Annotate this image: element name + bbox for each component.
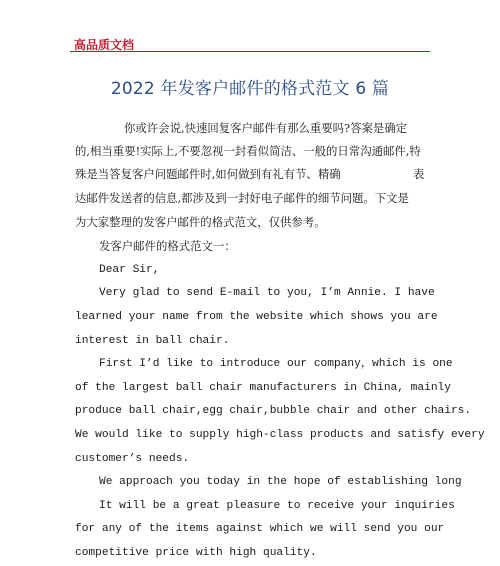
body-line: We approach you today in the hope of establishing long [99,476,462,488]
body-line: 为大家整理的发客户邮件的格式范文，仅供参考。 [75,215,326,229]
body-line: 殊是当答复客户问题邮件时,如何做到有礼有节、精确 [75,167,341,181]
body-line: We would like to supply high-class products and satisfy every [75,429,485,441]
body-line: 表 [413,167,425,181]
header-label: 高品质文档 [74,38,135,52]
body-line: 你或许会说,快速回复客户邮件有那么重要吗?答案是确定 [124,121,408,135]
page-title: 2022 年发客户邮件的格式范文 6 篇 [110,79,390,99]
body-line: 发客户邮件的格式范文一： [99,239,236,253]
body-line: 达邮件发送者的信息,都涉及到一封好电子邮件的细节问题。下文是 [75,191,409,205]
body-line: First I’d like to introduce our company，which is one [99,358,453,370]
body-line: for any of the items against which we will send you our [75,523,445,535]
body-line: learned your name from the website which shows you are [75,311,438,323]
body-line: interest in ball chair. [75,335,230,347]
body-line: of the largest ball chair manufacturers in China, mainly [75,382,451,394]
body-line: Very glad to send E-mail to you, I’m Annie. I have [99,287,435,299]
body-line: produce ball chair,egg chair,bubble chair and other chairs. [75,405,472,417]
body-line: It will be a great pleasure to receive your inquiries [99,500,455,512]
header-divider [70,51,430,52]
body-line: Dear Sir, [99,264,160,276]
body-line: competitive price with high quality. [75,547,317,559]
body-line: customer’s needs. [75,453,190,465]
body-line: 的,相当重要!实际上,不要忽视一封看似简洁、一般的日常沟通邮件,特 [75,144,421,158]
